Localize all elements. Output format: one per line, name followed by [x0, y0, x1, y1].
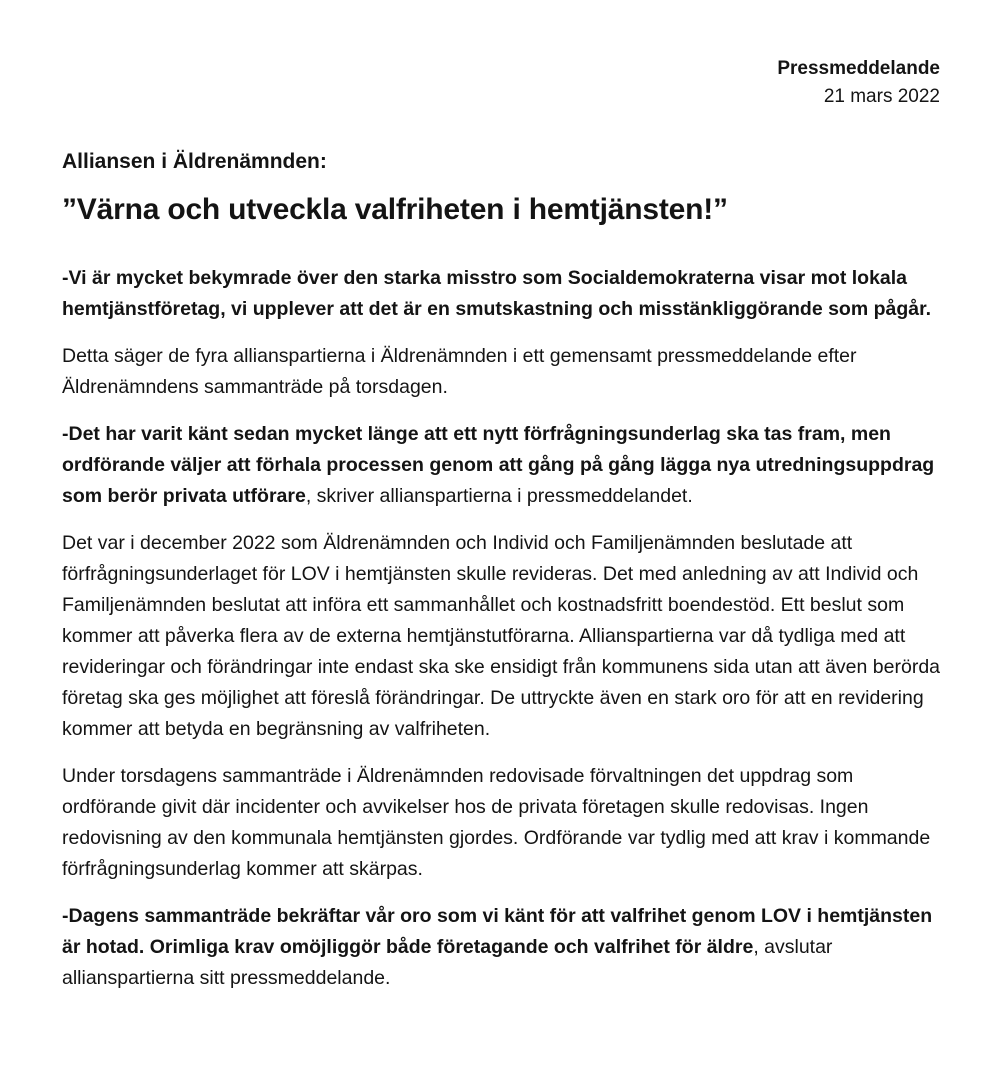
attribution-paragraph: Detta säger de fyra allianspartierna i Äldrenämnden i ett gemensamt pressmeddelande efter Äldrenämndens sammanträde på torsdagen. [62, 345, 857, 398]
quote-attribution-text: , skriver allianspartierna i pressmeddelandet. [305, 485, 693, 507]
background-paragraph: Det var i december 2022 som Äldrenämnden och Individ och Familjenämnden beslutade att förfrågningsunderlaget för LOV i hemtjänsten skulle revideras. Det med anledning av att Individ och Familjenämnden beslutat att införa ett sammanhållet och kostnadsfritt boendestöd. Ett beslut som kommer att påverka flera av de externa hemtjänstutförarna. Allianspartierna var då tydliga med att revideringar och förändringar inte endast ska ske ensidigt från kommunens sida utan att även berörda företag ska ges möjlighet att föreslå förändringar. De uttryckte även en stark oro för att en revidering kommer att betyda en begränsning av valfriheten. [62, 532, 941, 740]
quote-bold-text: -Det har varit känt sedan mycket länge att ett nytt förfrågningsunderlag ska tas fram, men ordförande väljer att förhala processen genom att gång på gång lägga nya utredningsuppdrag som berör privata utförare [62, 423, 935, 507]
document-header [62, 55, 940, 111]
closing-quote-paragraph-mixed [62, 901, 940, 994]
kicker-heading: Alliansen i Äldrenämnden: [62, 150, 327, 173]
document-body [62, 263, 940, 994]
closing-attribution-text: , avslutar allianspartierna sitt pressmeddelande. [62, 936, 833, 989]
meeting-report-paragraph: Under torsdagens sammanträde i Äldrenämnden redovisade förvaltningen det uppdrag som ordförande givit där incidenter och avvikelser hos de privata företagen skulle redovisas. Ingen redovisning av den kommunala hemtjänsten gjordes. Ordförande var tydlig med att krav i kommande förfrågningsunderlag kommer att skärpas. [62, 765, 931, 880]
quote-paragraph-mixed-1 [62, 419, 940, 512]
closing-quote-bold-text: -Dagens sammanträde bekräftar vår oro som vi känt för att valfrihet genom LOV i hemtjänsten är hotad. Orimliga krav omöjliggör både företagande och valfrihet för äldre [62, 905, 933, 958]
document-date: 21 mars 2022 [823, 86, 940, 107]
document-type-label: Pressmeddelande [777, 58, 940, 79]
headline: ”Värna och utveckla valfriheten i hemtjänsten!” [62, 193, 728, 226]
lead-quote-paragraph: -Vi är mycket bekymrade över den starka misstro som Socialdemokraterna visar mot lokala hemtjänstföretag, vi upplever att det är en smutskastning och misstänkliggörande som pågår. [62, 267, 932, 320]
